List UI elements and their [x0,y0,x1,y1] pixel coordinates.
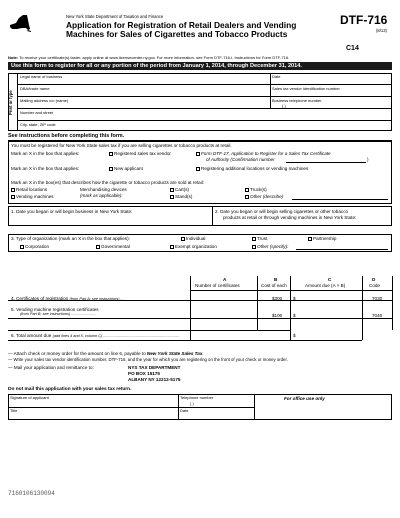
date-field[interactable]: Date [272,74,281,79]
nys-map-logo [8,14,32,34]
dba-field[interactable]: DBA/trade name [20,86,50,91]
agency-name: New York State Department of Taxation and Finance [66,14,164,19]
merch-devices-note: (mark as applicable): [80,193,123,198]
remit-address-2: PO BOX 15175 [128,371,160,376]
registering-additional-label: Registering additional locations or vending machines [201,166,309,171]
city-state-zip-field[interactable]: City, state, ZIP code [20,122,56,127]
mark-x-prefix: Mark an X in the box that applies: [11,151,80,156]
carts-label: Cart(s) [175,187,190,192]
row6-dollar: $ [293,333,296,338]
form-title-line1: Application for Registration of Retail Dealers and Vending [66,20,297,30]
signature-field[interactable]: Signature of applicant [10,395,49,400]
corporation-label: Corporation [25,244,50,249]
mailing-address-field[interactable]: Mailing address c/o (name) [20,98,69,103]
other-describe-label: Other (describe) [250,194,284,199]
note-text: To receive your certificate(s) faster, apply online at www.licensecenter.ny.gov. For more information, see Form DTF-716-I, Instructions for Form DTF-716. [19,55,290,60]
registering-additional-checkbox[interactable] [196,167,200,171]
title-field[interactable]: Title [10,408,18,413]
col-a-letter: A [223,277,227,282]
q3-label: 3. Type of organization (mark an X in the box that applies): [11,236,130,241]
trust-label: Trust [257,236,268,241]
row4-cost: $300 [272,296,283,301]
dtf17-confirmation-label: of Authority (Confirmation number [206,157,275,162]
governmental-label: Governmental [101,244,130,249]
q2-begin-selling-line2: products at retail or through vending machines in New York State: [223,215,357,220]
row6-label: 6. Total amount due [11,333,52,338]
filed-dtf17-checkbox[interactable] [196,152,200,156]
row5-note: (from Part B; see instructions) ....................... [20,312,96,316]
sold-at-retail-text: Mark an X in the box(es) that describes how the cigarette or tobacco products are sold at retail: [11,180,205,185]
instructions-heading: See instructions before completing this form. [8,133,392,141]
note-label: Note: [8,55,19,60]
col-b-header: Cost of each [261,283,287,288]
remit-address-1: NYS TAX DEPARTMENT [128,365,181,370]
col-d-header: Code [369,283,380,288]
remit-payee: New York State Sales Tax [146,351,203,356]
signature-phone-parens: ( ) [190,401,194,406]
registered-vendor-checkbox[interactable] [109,152,113,156]
remit-line1-end: . [202,351,204,356]
registered-vendor-label: Registered sales tax vendor [114,151,171,156]
carts-checkbox[interactable] [170,188,174,192]
col-c-letter: C [328,277,332,282]
remit-line2: — Write your sales tax vendor identification number, DTF-716, and the year for which you are registering on the front of your check or money order. [8,357,288,362]
trucks-label: Truck(s) [250,187,267,192]
row4-note: (from Part A; see instructions) ... [69,297,124,301]
office-use-label: For office use only [284,396,325,401]
row4-certificates-input[interactable] [191,291,257,300]
barcode-number: 7160106130094 [8,490,55,497]
other-org-label: Other (specify): [257,244,289,249]
business-phone-parens: ( ) [282,103,286,108]
stands-checkbox[interactable] [170,195,174,199]
partnership-checkbox[interactable] [308,237,312,241]
exempt-org-label: Exempt organization [175,244,217,249]
street-field[interactable]: Number and street [20,110,54,115]
dtf17-close-paren: ) [367,157,369,162]
row4-code: 7030 [372,296,383,301]
form-title-line2: Machines for Sales of Cigarettes and Tobacco Products [66,29,288,39]
exempt-org-checkbox[interactable] [170,245,174,249]
must-register-text: You must be registered for New York State sales tax if you are selling cigarettes or tobacco products at retail. [11,143,232,148]
corporation-checkbox[interactable] [20,245,24,249]
signature-date-field[interactable]: Date [180,408,189,413]
individual-label: Individual [186,236,206,241]
stands-label: Stand(s) [175,194,193,199]
other-describe-line[interactable] [292,199,388,200]
form-id: DTF-716 [340,13,388,27]
business-phone-field[interactable]: Business telephone number [272,98,322,103]
row5-code: 7040 [372,313,383,318]
form-revision: (8/13) [376,28,387,33]
row5-cost: $100 [272,313,283,318]
remit-address-3: ALBANY NY 12212-5175 [128,377,181,382]
legal-name-field[interactable]: Legal name of business [20,74,63,79]
period-banner: Use this form to register for all or any portion of the period from January 1, 2014, through December 31, 2014. [8,62,392,70]
partnership-label: Partnership [313,236,337,241]
row4-label: 4. Certificates of registration [11,296,69,301]
print-or-type-label: Print or type [8,90,13,115]
col-c-header: Amount due (A × B) [305,283,346,288]
remit-line1-prefix: — Attach check or money order for the amount on line 6, payable to [8,351,147,356]
governmental-checkbox[interactable] [96,245,100,249]
filed-dtf17-label: Form DTF-17, Application to Register for a Sales Tax Certificate [201,151,331,156]
vending-machines-checkbox[interactable] [11,195,15,199]
signature-phone-field[interactable]: Telephone number [180,395,214,400]
vending-machines-label: Vending machines [16,194,54,199]
trust-checkbox[interactable] [252,237,256,241]
col-d-letter: D [372,277,376,282]
row6-note: (add lines 4 and 5, column C) ........................................................................ [52,334,180,338]
form-code: C14 [346,45,359,52]
retail-locations-label: Retail locations [16,187,48,192]
retail-locations-checkbox[interactable] [11,188,15,192]
q2-begin-selling-line1: 2. Date you began or will begin selling cigarettes or other tobacco [215,209,349,214]
individual-checkbox[interactable] [181,237,185,241]
col-a-header: Number of certificates [195,283,240,288]
mark-x-prefix-2: Mark an X in the box that applies: [11,166,80,171]
other-org-checkbox[interactable] [252,245,256,249]
q1-begin-business-label: 1. Date you began or will begin business in New York State: [11,209,133,214]
sales-tax-id-field[interactable]: Sales tax vendor identification number [272,86,340,91]
do-not-mail-warning: Do not mail this application with your sales tax return. [8,387,132,392]
other-checkbox[interactable] [245,195,249,199]
row5-label: 5. Vending machine registration certificates [11,307,99,312]
remit-line3: — Mail your application and remittance to: [8,365,94,370]
row5-dollar: $ [293,313,296,318]
new-applicant-label: New applicant [114,166,143,171]
row4-dollar: $ [293,296,296,301]
new-applicant-checkbox[interactable] [109,167,113,171]
trucks-checkbox[interactable] [245,188,249,192]
merch-devices-label: Merchandising devices [80,187,127,192]
col-b-letter: B [274,277,278,282]
other-org-line[interactable] [296,249,388,250]
row5-certificates-input[interactable] [191,301,257,318]
